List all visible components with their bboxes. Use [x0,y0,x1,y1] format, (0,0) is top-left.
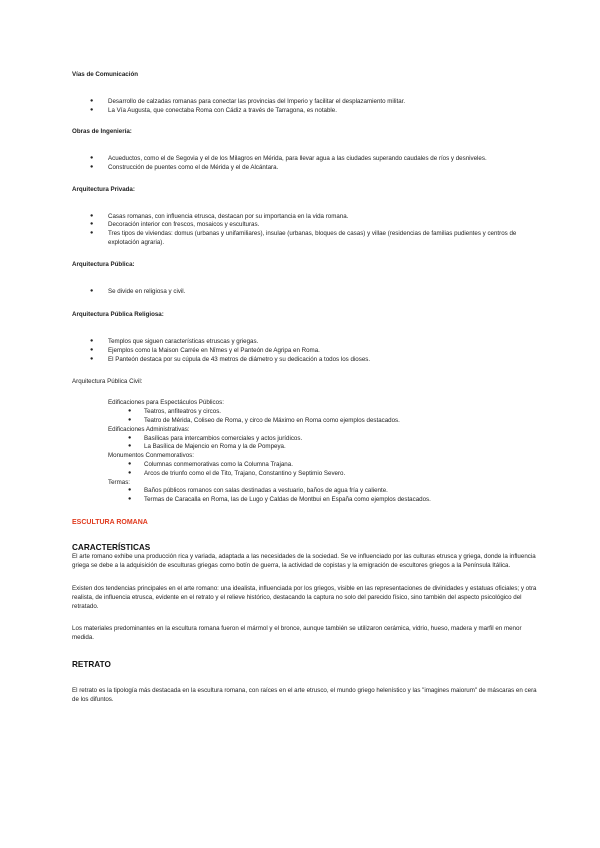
retrato-title: RETRATO [72,660,111,670]
list-item: ● Teatro de Mérida, Coliseo de Roma, y circo de Máximo en Roma como ejemplos destacados. [108,417,540,426]
section-heading-obras: Obras de Ingeniería: [72,128,132,136]
list-item: ● Ejemplos como la Maison Carrée en Nîmes y el Panteón de Agripa en Roma. [72,347,540,356]
tendencias-paragraph: Existen dos tendencias principales en el arte romano: una idealista, influenciada por los griegos, visible en las representaciones de divinidades y estatuas oficiales; y otra realista, de influencia etrusca, evidente en el retrato y el relieve histórico, destacando la captura no solo del parecido físico, sino también del aspecto psicológico del retratado. [72,585,537,610]
privada-list [72,213,540,248]
escultura-title: ESCULTURA ROMANA [72,518,148,526]
civil-group-list [108,487,540,505]
civil-group-label: Termas: [108,478,131,486]
section-heading-publica: Arquitectura Pública: [72,260,135,268]
section-heading-vias: Vías de Comunicación [72,71,139,78]
civil-group-list [108,461,540,479]
section-heading-privada: Arquitectura Privada: [72,185,135,193]
materiales-paragraph: Los materiales predominantes en la escultura romana fueron el mármol y el bronce, aunque también se utilizaron cerámica, vidrio, hueso, madera y marfil en menor medida. [72,625,522,642]
list-item: ● Basílicas para intercambios comerciales y actos jurídicos. [108,435,540,444]
retrato-paragraph: El retrato es la tipología más destacada en la escultura romana, con raíces en el arte etrusco, el mundo griego helenístico y las "imagines maiorum" de máscaras en cera de los difuntos. [72,686,537,703]
civil-group-label: Edificaciones Administrativas: [108,425,190,433]
publica-list [72,288,540,297]
section-heading-civil: Arquitectura Pública Civil: [72,377,143,385]
list-item: ● El Panteón destaca por su cúpula de 43 metros de diámetro y su dedicación a todos los dioses. [72,356,540,365]
obras-list [72,155,540,173]
section-heading-religiosa: Arquitectura Pública Religiosa: [72,311,164,319]
list-item: ● Casas romanas, con influencia etrusca, destacan por su importancia en la vida romana. [72,213,540,222]
civil-group-list [108,435,540,453]
list-item: ● Decoración interior con frescos, mosaicos y esculturas. [72,221,540,230]
list-item: ● Baños públicos romanos con salas destinadas a vestuario, baños de agua fría y caliente. [108,487,540,496]
list-item: ● Termas de Caracalla en Roma, las de Lugo y Caldas de Montbui en España como ejemplos destacados. [108,496,540,505]
caracteristicas-title: CARACTERÍSTICAS [72,542,151,552]
list-item: ● Templos que siguen características etruscas y griegas. [72,338,540,347]
list-item: ● Columnas conmemorativas como la Columna Trajana. [108,461,540,470]
list-item: ● Se divide en religiosa y civil. [72,288,540,297]
list-item: ● Desarrollo de calzadas romanas para conectar las provincias del Imperio y facilitar el desplazamiento militar. [72,98,540,107]
civil-group-list [108,408,540,426]
list-item: ● Acueductos, como el de Segovia y el de los Milagros en Mérida, para llevar agua a las ciudades superando caudales de ríos y desniveles. [72,155,540,164]
civil-group-label: Edificaciones para Espectáculos Públicos: [108,399,224,407]
civil-block [72,399,540,505]
list-item: ● Teatros, anfiteatros y circos. [108,408,540,417]
list-item: ● Arcos de triunfo como el de Tito, Trajano, Constantino y Septimio Severo. [108,470,540,479]
civil-group-label: Monumentos Conmemorativos: [108,452,194,460]
vias-list [72,98,540,116]
list-item: ● La Basílica de Majencio en Roma y la de Pompeya. [108,443,540,452]
religiosa-list [72,338,540,364]
list-item: ● Construcción de puentes como el de Mérida y el de Alcántara. [72,164,540,173]
list-item: ● Tres tipos de viviendas: domus (urbanas y unifamiliares), insulae (urbanas, bloques de casas) y villae (residencias de familias pudientes y centros de explotación agraria). [72,230,540,248]
list-item: ● La Vía Augusta, que conectaba Roma con Cádiz a través de Tarragona, es notable. [72,107,540,116]
caracteristicas-paragraph: El arte romano exhibe una producción rica y variada, adaptada a las necesidades de la sociedad. Se ve influenciado por las culturas etrusca y griega, donde la influencia griega se debe a la adquisición de esculturas griegas como botín de guerra, la actividad de copistas y la emigración de escultores griegos a la Península Itálica. [72,553,536,570]
